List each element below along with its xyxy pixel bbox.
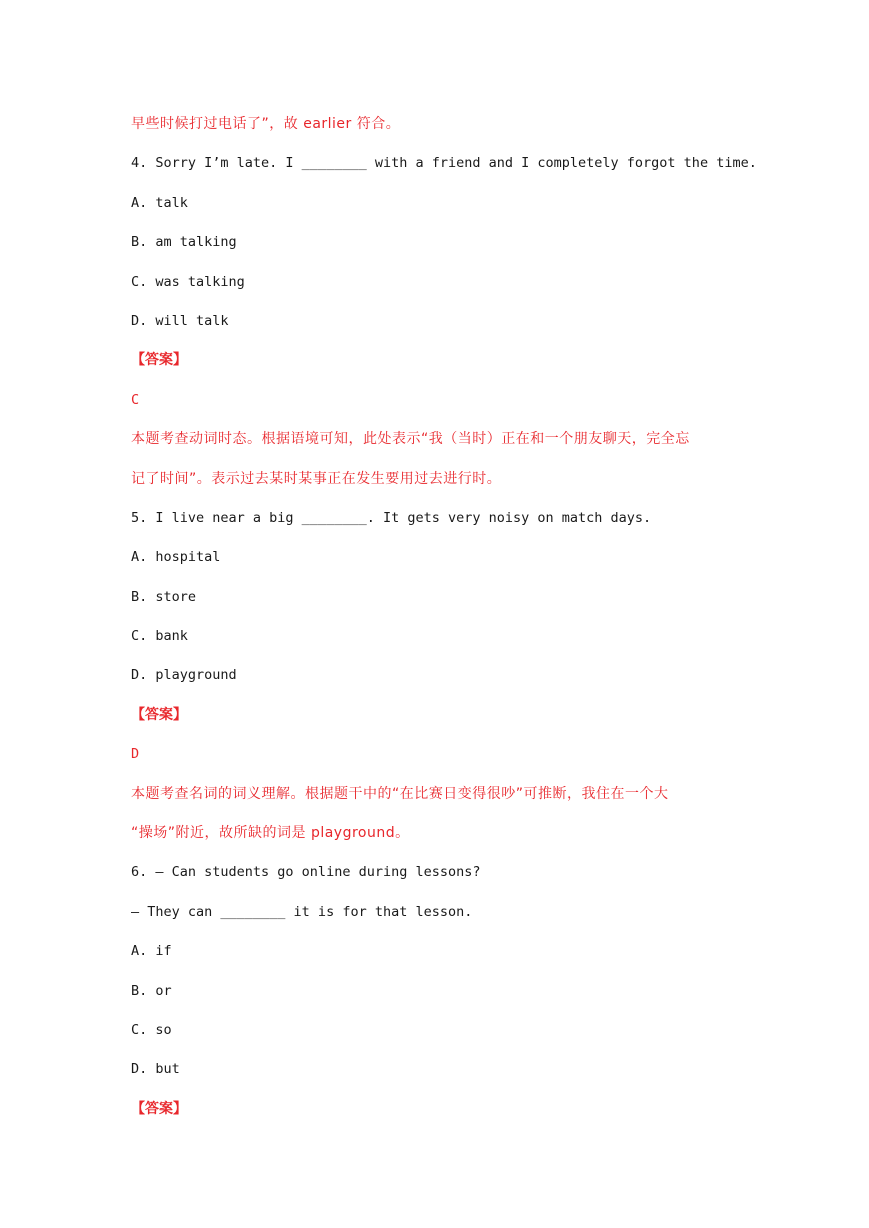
answer-letter: C [131, 391, 140, 408]
explanation-line: “操场”附近，故所缺的词是 playground。 [131, 825, 410, 842]
option-a: A. if [131, 943, 172, 960]
question-4: 4. Sorry I’m late. I ________ with a friend and I completely forgot the time. [131, 155, 757, 172]
answer-label: 【答案】 [131, 706, 187, 723]
option-c: C. bank [131, 628, 188, 645]
explanation-line: 早些时候打过电话了”，故 earlier 符合。 [131, 116, 401, 132]
explanation-line: 记了时间”。表示过去某时某事正在发生要用过去进行时。 [131, 470, 502, 487]
question-6: 6. — Can students go online during lessons? [131, 864, 481, 881]
answer-letter: D [131, 746, 140, 763]
option-d: D. playground [131, 667, 237, 684]
option-a: A. talk [131, 194, 188, 211]
option-a: A. hospital [131, 549, 221, 566]
question-5: 5. I live near a big ________. It gets very noisy on match days. [131, 509, 652, 526]
option-b: B. store [131, 588, 197, 605]
answer-label: 【答案】 [131, 352, 187, 369]
option-d: D. will talk [131, 312, 229, 329]
option-c: C. so [131, 1021, 172, 1038]
option-b: B. or [131, 982, 172, 999]
option-b: B. am talking [131, 234, 237, 251]
explanation-line: 本题考查动词时态。根据语境可知，此处表示“我（当时）正在和一个朋友聊天，完全忘 [131, 431, 690, 448]
option-c: C. was talking [131, 273, 245, 290]
question-6-reply: — They can ________ it is for that lesson. [131, 903, 473, 920]
explanation-line: 本题考查名词的词义理解。根据题干中的“在比赛日变得很吵”可推断，我住在一个大 [131, 785, 669, 802]
document-page [131, 105, 771, 1129]
answer-label: 【答案】 [131, 1100, 187, 1117]
option-d: D. but [131, 1061, 180, 1078]
